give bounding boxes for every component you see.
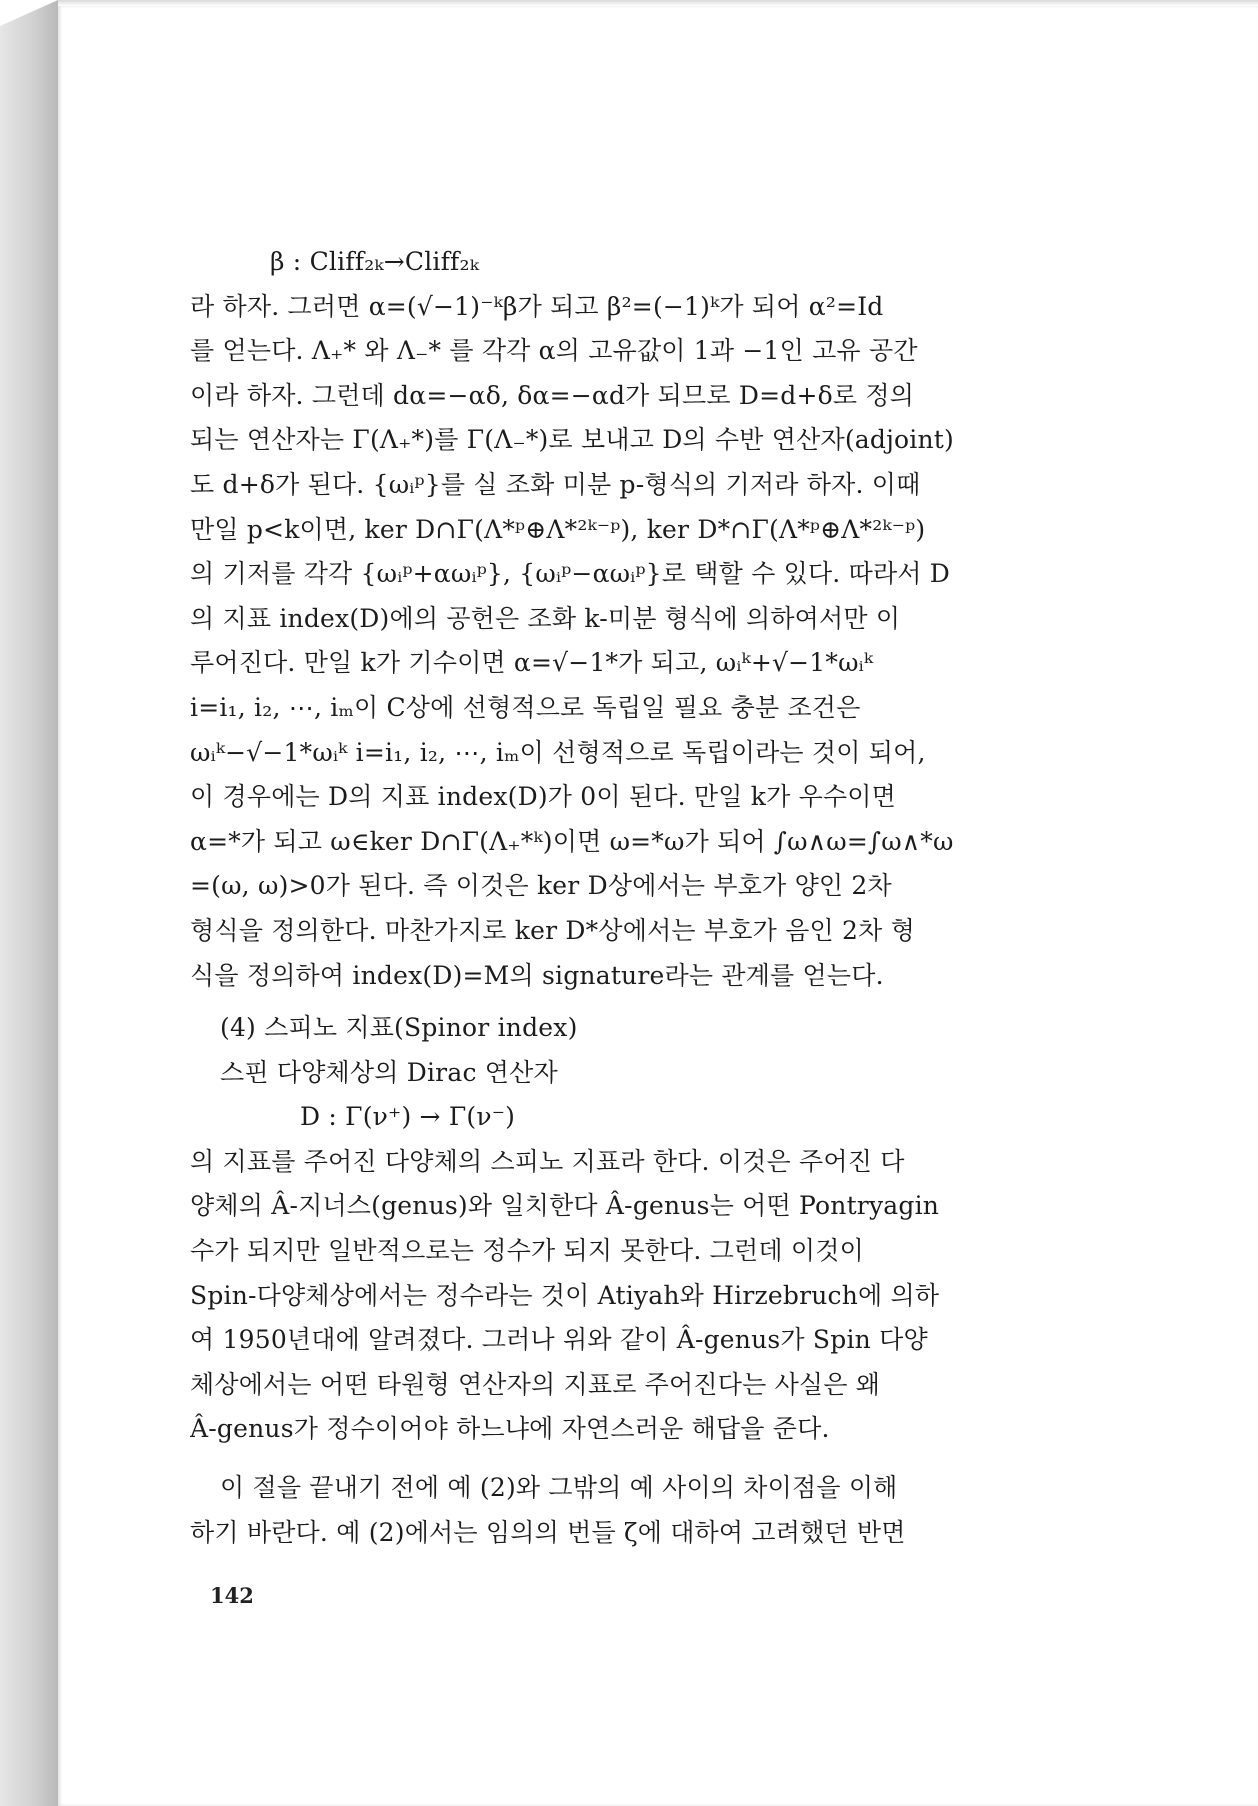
text-line: 루어진다. 만일 k가 기수이면 α=√−1*가 되고, ωᵢᵏ+√−1*ωᵢᵏ xyxy=(190,648,874,678)
dirac-operator-formula: D : Γ(ν⁺) → Γ(ν⁻) xyxy=(300,1102,516,1132)
text-line: 의 지표를 주어진 다양체의 스피노 지표라 한다. 이것은 주어진 다 xyxy=(190,1146,905,1176)
text-line: 도 d+δ가 된다. {ωᵢᵖ}를 실 조화 미분 p-형식의 기저라 하자. 이때 xyxy=(190,469,921,499)
text-line: 이 경우에는 D의 지표 index(D)가 0이 된다. 만일 k가 우수이면 xyxy=(190,782,896,812)
page-number: 142 xyxy=(210,1583,254,1608)
text-line: Â-genus가 정수이어야 하느냐에 자연스러운 해답을 준다. xyxy=(190,1414,830,1444)
text-line: 하기 바란다. 예 (2)에서는 임의의 번들 ζ에 대하여 고려했던 반면 xyxy=(190,1517,906,1547)
text-line: 라 하자. 그러면 α=(√−1)⁻ᵏβ가 되고 β²=(−1)ᵏ가 되어 α²=Id xyxy=(190,291,884,321)
text-line: 이 절을 끝내기 전에 예 (2)와 그밖의 예 사이의 차이점을 이해 xyxy=(220,1473,898,1503)
text-line: 의 기저를 각각 {ωᵢᵖ+αωᵢᵖ}, {ωᵢᵖ−αωᵢᵖ}로 택할 수 있다. 따라서 D xyxy=(190,559,951,589)
text-line: 체상에서는 어떤 타원형 연산자의 지표로 주어진다는 사실은 왜 xyxy=(190,1369,881,1399)
text-line: α=*가 되고 ω∈ker D∩Γ(Λ₊*ᵏ)이면 ω=*ω가 되어 ∫ω∧ω=∫ω∧*ω xyxy=(190,826,954,856)
math-expression-beta: β : Cliff₂ₖ→Cliff₂ₖ xyxy=(270,247,480,276)
text-line: i=i₁, i₂, ⋯, iₘ이 C상에 선형적으로 독립일 필요 충분 조건은 xyxy=(190,692,861,722)
subheading: 스핀 다양체상의 Dirac 연산자 xyxy=(220,1057,558,1087)
text-line: 여 1950년대에 알려졌다. 그러나 위와 같이 Â-genus가 Spin 다양 xyxy=(190,1325,928,1355)
page-body-text xyxy=(190,240,1095,1555)
text-line: 양체의 Â-지너스(genus)와 일치한다 Â-genus는 어떤 Pontryagin xyxy=(190,1191,940,1221)
text-line: =(ω, ω)>0가 된다. 즉 이것은 ker D상에서는 부호가 양인 2차 xyxy=(190,871,892,901)
text-line: 를 얻는다. Λ₊* 와 Λ₋* 를 각각 α의 고유값이 1과 −1인 고유 공간 xyxy=(190,336,918,366)
section-heading: (4) 스피노 지표(Spinor index) xyxy=(220,1013,578,1043)
text-line: Spin-다양체상에서는 정수라는 것이 Atiyah와 Hirzebruch에 의하 xyxy=(190,1280,940,1310)
text-line: 만일 p<k이면, ker D∩Γ(Λ*ᵖ⊕Λ*²ᵏ⁻ᵖ), ker D*∩Γ(Λ*ᵖ⊕Λ*²ᵏ⁻ᵖ) xyxy=(190,514,926,544)
text-line: 식을 정의하여 index(D)=M의 signature라는 관계를 얻는다. xyxy=(190,960,884,990)
text-line: 되는 연산자는 Γ(Λ₊*)를 Γ(Λ₋*)로 보내고 D의 수반 연산자(adjoint) xyxy=(190,425,954,455)
text-line: 수가 되지만 일반적으로는 정수가 되지 못한다. 그런데 이것이 xyxy=(190,1236,864,1266)
book-left-edge xyxy=(0,0,58,1806)
text-line: ωᵢᵏ−√−1*ωᵢᵏ i=i₁, i₂, ⋯, iₘ이 선형적으로 독립이라는 것이 되어, xyxy=(190,737,926,767)
text-line: 의 지표 index(D)에의 공헌은 조화 k-미분 형식에 의하여서만 이 xyxy=(190,603,901,633)
text-line: 형식을 정의한다. 마찬가지로 ker D*상에서는 부호가 음인 2차 형 xyxy=(190,915,915,945)
text-line: 이라 하자. 그런데 dα=−αδ, δα=−αd가 되므로 D=d+δ로 정의 xyxy=(190,380,915,410)
